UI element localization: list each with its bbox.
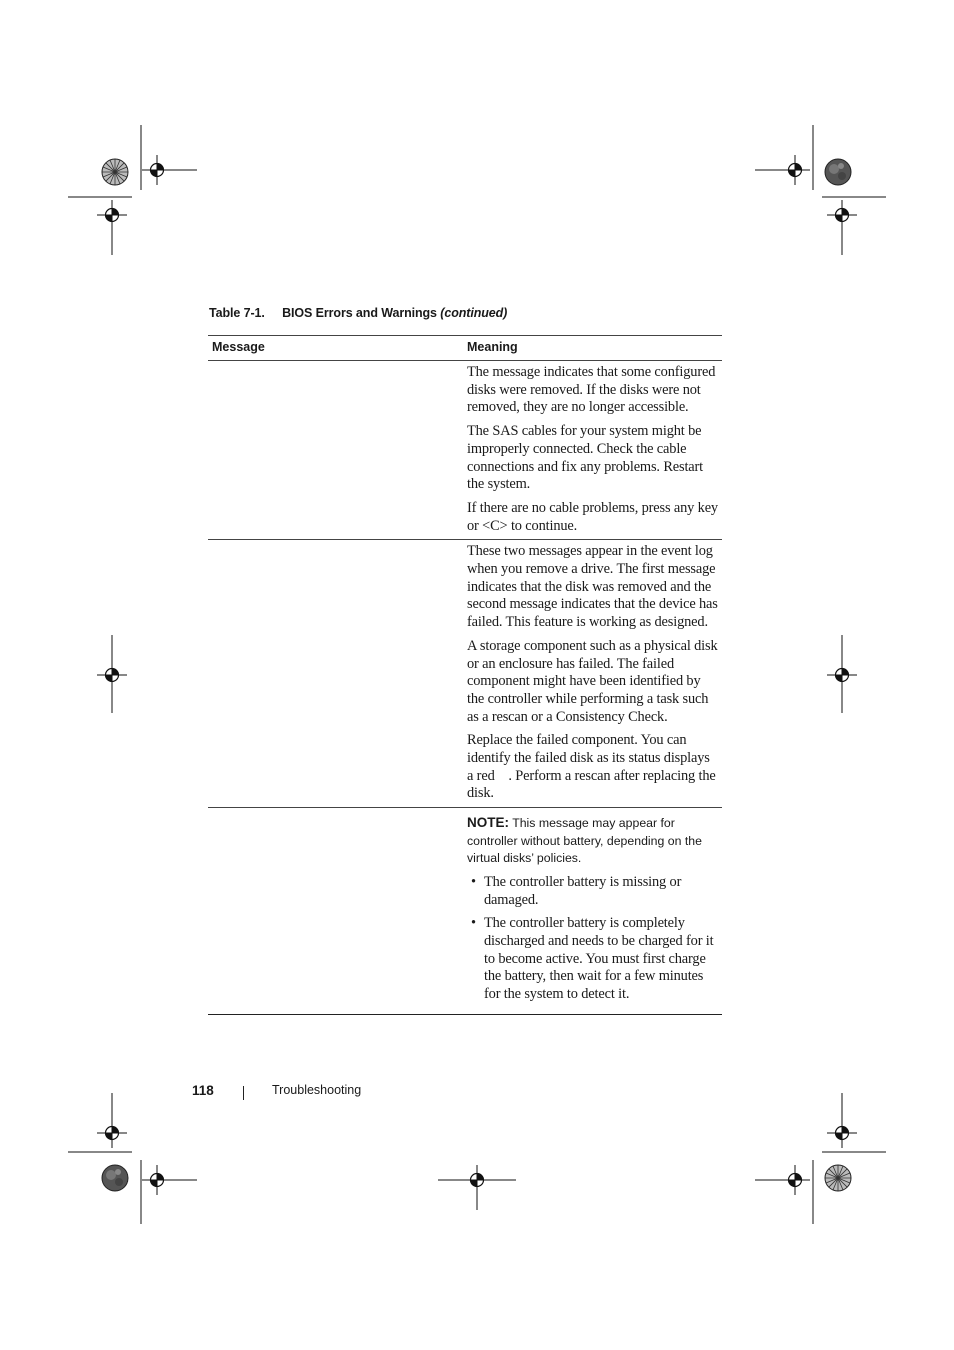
bullet-icon: •	[471, 873, 476, 890]
header-meaning: Meaning	[467, 340, 518, 354]
table-row	[208, 808, 722, 1014]
header-message: Message	[212, 340, 265, 354]
table-number: Table 7-1.	[209, 306, 265, 320]
bullet-text: The controller battery is completely discharged and needs to be charged for it to become active. You must first charge the battery, then wait for a few minutes for the system to detect it.	[484, 915, 714, 1003]
table-row	[208, 540, 722, 807]
note-block	[467, 814, 719, 868]
list-item	[467, 874, 719, 909]
table-continued: (continued)	[440, 306, 508, 320]
meaning-paragraph: The message indicates that some configured disks were removed. If the disks were not removed, they are no longer accessible.	[467, 364, 716, 416]
footer-separator	[243, 1086, 244, 1100]
meaning-paragraph: These two messages appear in the event log when you remove a drive. The first message indicates that the disk was removed and the second message indicates that the device has failed. This feature is working as designed.	[467, 543, 718, 631]
meaning-cell	[467, 540, 719, 807]
table-bottom-rule	[208, 1014, 722, 1015]
table-caption	[209, 306, 507, 320]
bullet-icon: •	[471, 915, 476, 932]
section-title: Troubleshooting	[272, 1083, 362, 1097]
page-number: 118	[192, 1083, 214, 1098]
meaning-paragraph: The SAS cables for your system might be improperly connected. Check the cable connections and fix any problems. Restart the system.	[467, 423, 704, 493]
meaning-cell	[467, 361, 719, 539]
table-title: BIOS Errors and Warnings	[282, 306, 437, 320]
table-header-row	[208, 336, 722, 360]
meaning-paragraph: If there are no cable problems, press any key or <C> to continue.	[467, 499, 718, 534]
bullet-text: The controller battery is missing or damaged.	[484, 873, 682, 908]
note-text: This message may appear for controller without battery, depending on the virtual disks’ policies.	[467, 816, 702, 866]
meaning-paragraph: Replace the failed component. You can identify the failed disk as its status displays a red . Perform a rescan after replacing the disk.	[467, 732, 720, 802]
list-item	[467, 915, 719, 1004]
bios-errors-table	[208, 335, 722, 1015]
meaning-cell	[467, 808, 719, 1014]
note-label: NOTE:	[467, 815, 509, 831]
table-row	[208, 361, 722, 539]
meaning-paragraph: A storage component such as a physical disk or an enclosure has failed. The failed component might have been identified by the controller while performing a task such as a rescan or a Consistency Check.	[467, 637, 718, 725]
